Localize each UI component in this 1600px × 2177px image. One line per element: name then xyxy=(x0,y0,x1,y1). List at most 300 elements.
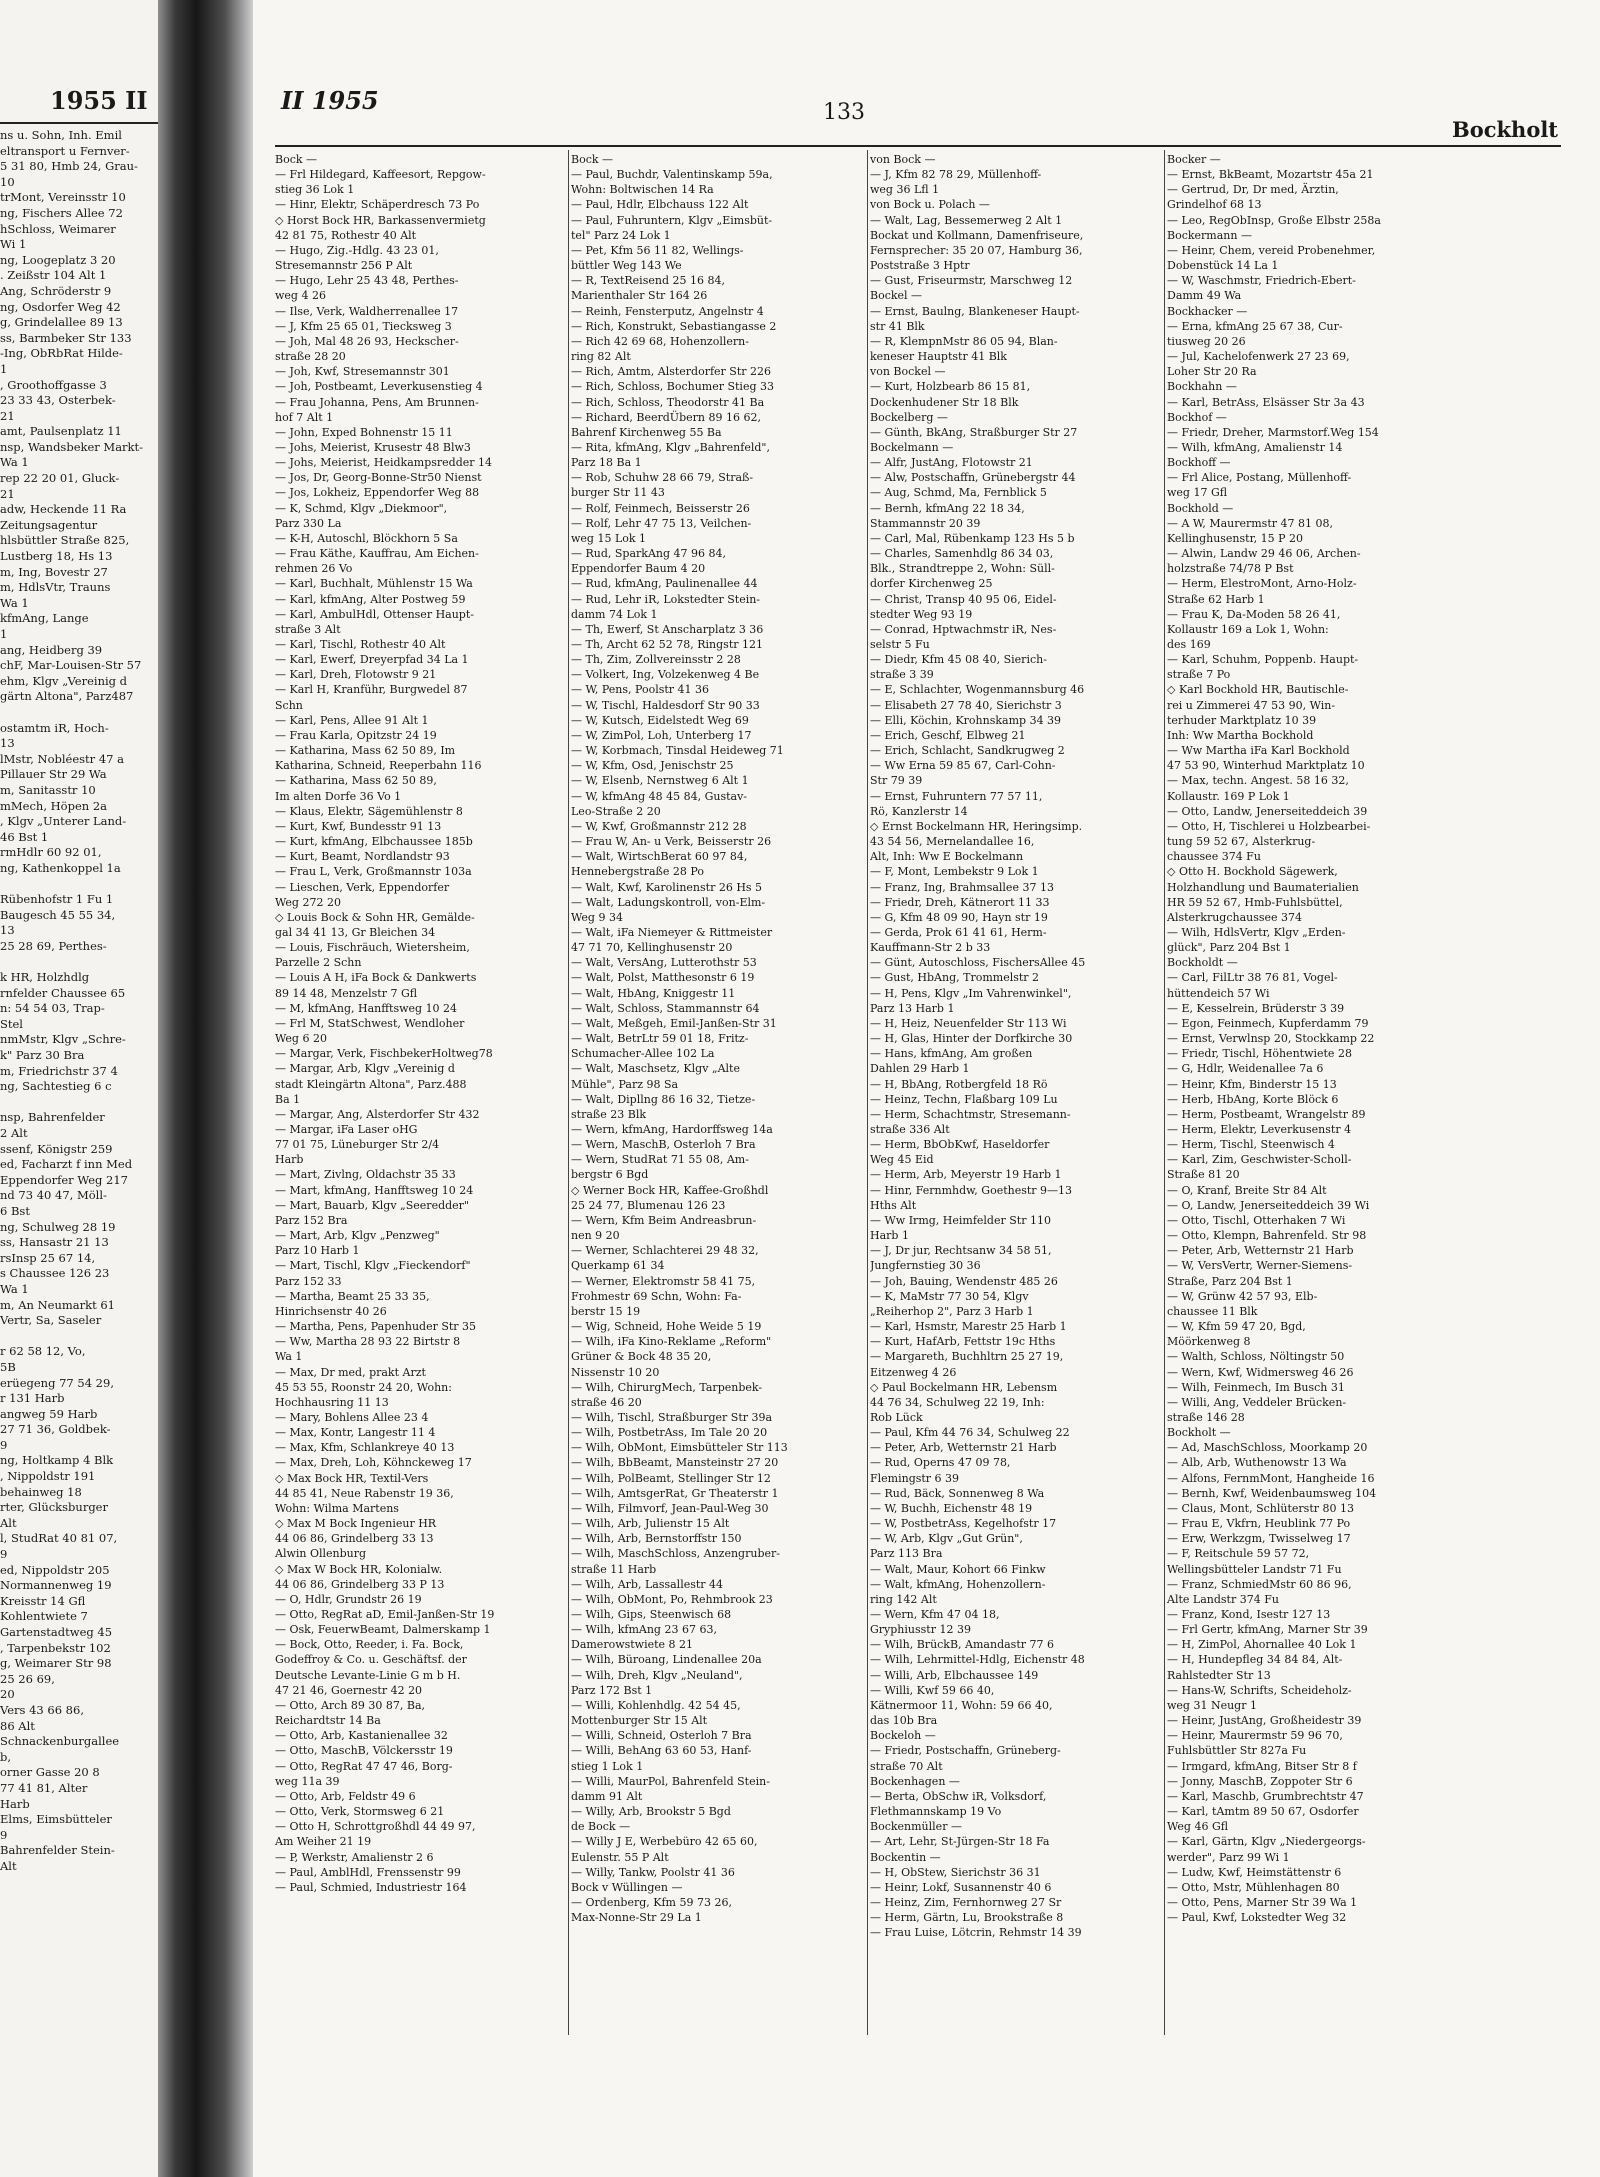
directory-entry-line: — Otto, Arb, Feldstr 49 6 xyxy=(275,1789,416,1803)
left-page-line: 13 xyxy=(0,736,15,751)
directory-entry-line: — Willi, Schneid, Osterloh 7 Bra xyxy=(571,1729,752,1743)
directory-entry-line: — Karl, Dreh, Flotowstr 9 21 xyxy=(275,668,437,682)
directory-entry-line: — John, Exped Bohnenstr 15 11 xyxy=(275,425,453,439)
column-divider xyxy=(867,150,868,2035)
directory-entry-line: — G, Kfm 48 09 90, Hayn str 19 xyxy=(870,910,1048,924)
left-page-line: rmHdlr 60 92 01, xyxy=(0,845,102,860)
directory-entry-line: Parz 152 33 xyxy=(275,1274,342,1288)
left-page-line: amt, Paulsenplatz 11 xyxy=(0,424,122,439)
directory-entry-line: — W, kfmAng 48 45 84, Gustav- xyxy=(571,789,748,803)
left-page-line: m, Ing, Bovestr 27 xyxy=(0,564,108,579)
left-page-line: 9 xyxy=(0,1437,8,1452)
left-page-line: n: 54 54 03, Trap- xyxy=(0,1001,105,1016)
directory-column-3 xyxy=(870,152,1160,1940)
directory-entry-line: — Frau K, Da-Moden 58 26 41, xyxy=(1167,607,1341,621)
left-page-line: Lustberg 18, Hs 13 xyxy=(0,549,113,564)
directory-entry-line: straße 3 Alt xyxy=(275,622,341,636)
directory-entry-line: 42 81 75, Rothestr 40 Alt xyxy=(275,228,417,242)
directory-entry-line: das 10b Bra xyxy=(870,1714,938,1728)
directory-entry-line: — Otto, Klempn, Bahrenfeld. Str 98 xyxy=(1167,1229,1367,1243)
directory-entry-line: — Margar, Ang, Alsterdorfer Str 432 xyxy=(275,1107,480,1121)
directory-entry-line: — Wilh, MaschSchloss, Anzengruber- xyxy=(571,1547,780,1561)
left-page-line: Wa 1 xyxy=(0,595,29,610)
directory-entry-line: — Bernh, Kwf, Weidenbaumsweg 104 xyxy=(1167,1486,1377,1500)
directory-entry-line: — W, Arb, Klgv „Gut Grün", xyxy=(870,1532,1023,1546)
directory-entry-line: Bockhoff — xyxy=(1167,456,1231,470)
left-page-line: rnfelder Chaussee 65 xyxy=(0,985,126,1000)
left-header-rule xyxy=(0,122,158,124)
directory-entry-line: — Willy, Arb, Brookstr 5 Bgd xyxy=(571,1805,731,1819)
directory-entry-line: — Conrad, Hptwachmstr iR, Nes- xyxy=(870,622,1057,636)
directory-entry-line: — Rud, Lehr iR, Lokstedter Stein- xyxy=(571,592,761,606)
left-page-line: l, StudRat 40 81 07, xyxy=(0,1531,118,1546)
directory-entry-line: — Wern, MaschB, Osterloh 7 Bra xyxy=(571,1138,756,1152)
left-page-line: orner Gasse 20 8 xyxy=(0,1765,100,1780)
left-page-line: ng, Loogeplatz 3 20 xyxy=(0,252,116,267)
directory-entry-line: von Bockel — xyxy=(870,365,946,379)
left-page-line: ng, Holtkamp 4 Blk xyxy=(0,1453,114,1468)
directory-entry-line: — W, Korbmach, Tinsdal Heideweg 71 xyxy=(571,744,784,758)
directory-entry-line: Katharina, Schneid, Reeperbahn 116 xyxy=(275,759,482,773)
directory-entry-line: — Willi, BehAng 63 60 53, Hanf- xyxy=(571,1744,752,1758)
directory-entry-line: Bockelmann — xyxy=(870,440,954,454)
directory-entry-line: — Walth, Schloss, Nöltingstr 50 xyxy=(1167,1350,1345,1364)
directory-entry-line: — Mart, Bauarb, Klgv „Seeredder" xyxy=(275,1198,469,1212)
directory-entry-line: — Wilh, BrückB, Amandastr 77 6 xyxy=(870,1638,1054,1652)
directory-entry-line: chaussee 11 Blk xyxy=(1167,1304,1258,1318)
directory-entry-line: — Otto H, Schrottgroßhdl 44 49 97, xyxy=(275,1820,476,1834)
left-page-header: 1955 II xyxy=(50,86,148,115)
directory-entry-line: — Wilh, ObMont, Eimsbütteler Str 113 xyxy=(571,1441,788,1455)
directory-entry-line: weg 17 Gfl xyxy=(1167,486,1228,500)
left-page-line: Baugesch 45 55 34, xyxy=(0,907,116,922)
directory-entry-line: — Willy J E, Werbebüro 42 65 60, xyxy=(571,1835,758,1849)
directory-entry-line: Harb xyxy=(275,1153,304,1167)
left-page-line: ng, Kathenkoppel 1a xyxy=(0,860,121,875)
left-page-line: ehm, Klgv „Vereinig d xyxy=(0,673,128,688)
directory-entry-line: Weg 6 20 xyxy=(275,1032,327,1046)
directory-entry-line: — Frau Käthe, Kauffrau, Am Eichen- xyxy=(275,547,479,561)
directory-column-2 xyxy=(571,152,863,1925)
directory-entry-line: selstr 5 Fu xyxy=(870,638,930,651)
directory-entry-line: Bockenhagen — xyxy=(870,1774,960,1788)
directory-entry-line: Kätnermoor 11, Wohn: 59 66 40, xyxy=(870,1698,1053,1712)
left-page-line xyxy=(0,705,156,721)
directory-entry-line: — Wilh, Gips, Steenwisch 68 xyxy=(571,1608,732,1621)
directory-entry-line: — F, Reitschule 59 57 72, xyxy=(1167,1547,1310,1561)
directory-entry-line: — Willi, MaurPol, Bahrenfeld Stein- xyxy=(571,1774,770,1788)
left-page-line: ng, Fischers Allee 72 xyxy=(0,205,123,220)
directory-entry-line: straße 28 20 xyxy=(275,350,346,364)
directory-entry-line: — Walt, Schloss, Stammannstr 64 xyxy=(571,1001,760,1015)
left-page-line: ss, Barmbeker Str 133 xyxy=(0,330,132,345)
left-page-column xyxy=(0,128,156,1875)
directory-entry-line: Weg 272 20 xyxy=(275,895,341,909)
left-page-line: , Klgv „Unterer Land- xyxy=(0,814,127,829)
left-page-line: Vertr, Sa, Saseler xyxy=(0,1313,102,1328)
directory-entry-line: Straße, Parz 204 Bst 1 xyxy=(1167,1274,1293,1288)
directory-entry-line: — Ernst, Baulng, Blankeneser Haupt- xyxy=(870,304,1080,318)
directory-entry-line: Reichardtstr 14 Ba xyxy=(275,1714,381,1728)
left-page-line: , Groothoffgasse 3 xyxy=(0,377,107,392)
directory-entry-line: — Karl, Pens, Allee 91 Alt 1 xyxy=(275,713,429,727)
directory-entry-line: — Max, techn. Angest. 58 16 32, xyxy=(1167,774,1349,788)
directory-entry-line: — Heinr, Chem, vereid Probenehmer, xyxy=(1167,243,1376,257)
directory-entry-line: — Willi, Kohlenhdlg. 42 54 45, xyxy=(571,1698,741,1712)
left-page-line: m, HdlsVtr, Trauns xyxy=(0,580,111,595)
directory-entry-line: Bockeloh — xyxy=(870,1729,936,1743)
directory-entry-line: Bockholt — xyxy=(1167,1426,1231,1440)
directory-entry-line: — Johs, Meierist, Krusestr 48 Blw3 xyxy=(275,440,471,454)
directory-entry-line: — H, BbAng, Rotbergfeld 18 Rö xyxy=(870,1077,1048,1091)
directory-entry-line: — Herm, Gärtn, Lu, Brookstraße 8 xyxy=(870,1911,1064,1925)
directory-entry-line: — H, Heiz, Neuenfelder Str 113 Wi xyxy=(870,1016,1067,1030)
directory-entry-line: — Elisabeth 27 78 40, Sierichstr 3 xyxy=(870,698,1062,712)
directory-entry-line: — Frau L, Verk, Großmannstr 103a xyxy=(275,865,472,879)
column-divider xyxy=(568,150,569,2035)
directory-entry-line: 47 21 46, Goernestr 42 20 xyxy=(275,1683,423,1697)
directory-entry-line: — Karl H, Kranführ, Burgwedel 87 xyxy=(275,683,468,697)
left-page-line: ng, Schulweg 28 19 xyxy=(0,1219,116,1234)
left-page-line: g, Weimarer Str 98 xyxy=(0,1656,112,1671)
directory-entry-line: Flethmannskamp 19 Vo xyxy=(870,1805,1002,1819)
directory-entry-line: — Ww Martha iFa Karl Bockhold xyxy=(1167,744,1350,758)
directory-entry-line: Parz 113 Bra xyxy=(870,1547,943,1561)
directory-entry-line: — Wern, Kfm Beim Andreasbrun- xyxy=(571,1213,757,1227)
directory-entry-line: Bockermann — xyxy=(1167,228,1252,242)
directory-entry-line: hüttendeich 57 Wi xyxy=(1167,986,1270,1000)
directory-entry-line: Parz 13 Harb 1 xyxy=(870,1001,955,1015)
directory-entry-line: — Franz, Kond, Isestr 127 13 xyxy=(1167,1608,1331,1621)
directory-entry-line: ◇ Louis Bock & Sohn HR, Gemälde- xyxy=(275,910,475,924)
directory-entry-line: — O, Hdlr, Grundstr 26 19 xyxy=(275,1592,422,1606)
directory-entry-line: — Max, Dr med, prakt Arzt xyxy=(275,1365,426,1379)
directory-entry-line: „Reiherhop 2", Parz 3 Harb 1 xyxy=(870,1304,1034,1318)
left-page-line: 46 Bst 1 xyxy=(0,829,49,844)
directory-entry-line: — Lieschen, Verk, Eppendorfer xyxy=(275,880,450,894)
directory-entry-line: ◇ Karl Bockhold HR, Bautischle- xyxy=(1167,683,1349,697)
left-page-line: nd 73 40 47, Möll- xyxy=(0,1188,107,1203)
left-page-line: 13 xyxy=(0,923,15,938)
directory-entry-line: — Volkert, Ing, Volzekenweg 4 Be xyxy=(571,668,760,682)
directory-entry-line: — Peter, Arb, Wetternstr 21 Harb xyxy=(1167,1244,1354,1258)
directory-entry-line: — Herm, Postbeamt, Wrangelstr 89 xyxy=(1167,1107,1366,1121)
directory-entry-line: — Karl, BetrAss, Elsässer Str 3a 43 xyxy=(1167,395,1365,409)
directory-entry-line: Dahlen 29 Harb 1 xyxy=(870,1062,970,1076)
directory-entry-line: — E, Schlachter, Wogenmannsburg 46 xyxy=(870,683,1085,697)
directory-entry-line: Fernsprecher: 35 20 07, Hamburg 36, xyxy=(870,243,1083,257)
left-page-line: Gartenstadtweg 45 xyxy=(0,1625,113,1639)
directory-entry-line: straße 70 Alt xyxy=(870,1759,943,1773)
left-page-line: 1 xyxy=(0,361,8,376)
directory-entry-line: — J, Kfm 25 65 01, Tiecksweg 3 xyxy=(275,319,452,333)
directory-entry-line: stadt Kleingärtn Altona", Parz.488 xyxy=(275,1077,467,1091)
directory-entry-line: 25 24 77, Blumenau 126 23 xyxy=(571,1198,726,1212)
directory-entry-line: rehmen 26 Vo xyxy=(275,562,353,576)
directory-entry-line: Max-Nonne-Str 29 La 1 xyxy=(571,1911,702,1925)
directory-entry-line: Bockenmüller — xyxy=(870,1820,962,1834)
directory-entry-line: — Otto, Mstr, Mühlenhagen 80 xyxy=(1167,1880,1340,1894)
directory-entry-line: — Mart, Tischl, Klgv „Fieckendorf" xyxy=(275,1259,471,1273)
directory-entry-line: — Martha, Pens, Papenhuder Str 35 xyxy=(275,1320,477,1334)
left-page-line: 27 71 36, Goldbek- xyxy=(0,1422,111,1437)
right-page-header-left: II 1955 xyxy=(281,86,379,115)
directory-entry-line: — Erna, kfmAng 25 67 38, Cur- xyxy=(1167,319,1343,333)
directory-entry-line: Hinrichsenstr 40 26 xyxy=(275,1304,387,1318)
directory-entry-line: — G, Hdlr, Weidenallee 7a 6 xyxy=(1167,1062,1324,1076)
directory-entry-line: — Wilh, ObMont, Po, Rehmbrook 23 xyxy=(571,1592,773,1606)
book-gutter xyxy=(158,0,253,2177)
left-page-line: r 131 Harb xyxy=(0,1391,65,1406)
directory-entry-line: Flemingstr 6 39 xyxy=(870,1471,960,1485)
directory-entry-line: holzstraße 74/78 P Bst xyxy=(1167,562,1294,576)
directory-entry-line: Im alten Dorfe 36 Vo 1 xyxy=(275,789,402,803)
directory-entry-line: Poststraße 3 Hptr xyxy=(870,259,970,273)
directory-entry-line: — Günth, BkAng, Straßburger Str 27 xyxy=(870,425,1078,439)
directory-entry-line: weg 31 Neugr 1 xyxy=(1167,1698,1257,1712)
directory-entry-line: chaussee 374 Fu xyxy=(1167,850,1261,864)
left-page-line: m, Sanitasstr 10 xyxy=(0,782,96,797)
directory-entry-line: — Wilh, PostbetrAss, Im Tale 20 20 xyxy=(571,1426,768,1440)
directory-entry-line: — Kurt, Beamt, Nordlandstr 93 xyxy=(275,850,450,864)
directory-entry-line: — Heinr, Lokf, Susannenstr 40 6 xyxy=(870,1880,1052,1894)
directory-entry-line: straße 7 Po xyxy=(1167,668,1231,682)
directory-entry-line: — Wilh, Filmvorf, Jean-Paul-Weg 30 xyxy=(571,1501,769,1515)
left-page-line: ed, Facharzt f inn Med xyxy=(0,1157,133,1172)
directory-entry-line: — M, kfmAng, Hanfftsweg 10 24 xyxy=(275,1001,458,1015)
directory-entry-line: — Art, Lehr, St-Jürgen-Str 18 Fa xyxy=(870,1835,1050,1849)
left-page-line: erüegeng 77 54 29, xyxy=(0,1375,114,1390)
directory-entry-line: — Walt, Meßgeh, Emil-Janßen-Str 31 xyxy=(571,1016,777,1030)
directory-entry-line: Bock v Wüllingen — xyxy=(571,1880,683,1894)
directory-entry-line: — Jos, Dr, Georg-Bonne-Str50 Nienst xyxy=(275,471,482,485)
left-page-line: k HR, Holzhdlg xyxy=(0,970,90,985)
directory-entry-line: Bockhold — xyxy=(1167,501,1234,515)
left-page-line: Harb xyxy=(0,1796,30,1811)
directory-entry-line: Straße 81 20 xyxy=(1167,1168,1240,1182)
directory-entry-line: — Egon, Feinmech, Kupferdamm 79 xyxy=(1167,1016,1369,1030)
directory-entry-line: — Friedr, Tischl, Höhentwiete 28 xyxy=(1167,1047,1352,1061)
left-page-line: Pillauer Str 29 Wa xyxy=(0,767,107,782)
directory-entry-line: ◇ Otto H. Bockhold Sägewerk, xyxy=(1167,865,1338,879)
directory-entry-line: — Otto, Landw, Jenerseiteddeich 39 xyxy=(1167,804,1368,818)
directory-entry-line: — Hinr, Elektr, Schäperdresch 73 Po xyxy=(275,198,480,212)
directory-entry-line: — Werner, Elektromstr 58 41 75, xyxy=(571,1274,756,1288)
directory-entry-line: — Frau W, An- u Verk, Beisserstr 26 xyxy=(571,835,772,849)
directory-entry-line: — Otto, Verk, Stormsweg 6 21 xyxy=(275,1805,445,1819)
left-page-line: Ang, Schröderstr 9 xyxy=(0,283,112,298)
directory-entry-line: — Hans, kfmAng, Am großen xyxy=(870,1047,1033,1061)
directory-entry-line: 44 76 34, Schulweg 22 19, Inh: xyxy=(870,1395,1045,1409)
directory-entry-line: glück", Parz 204 Bst 1 xyxy=(1167,941,1291,955)
directory-entry-line: — Paul, Fuhruntern, Klgv „Eimsbüt- xyxy=(571,213,773,227)
directory-entry-line: stedter Weg 93 19 xyxy=(870,607,973,621)
directory-entry-line: — Klaus, Elektr, Sägemühlenstr 8 xyxy=(275,804,463,818)
left-page-line: ng, Sachtestieg 6 c xyxy=(0,1079,112,1094)
directory-entry-line: — Herm, Schachtmstr, Stresemann- xyxy=(870,1107,1071,1121)
header-rule xyxy=(275,145,1561,147)
directory-entry-line: — Rolf, Lehr 47 75 13, Veilchen- xyxy=(571,516,752,530)
directory-entry-line: — Wilh, PolBeamt, Stellinger Str 12 xyxy=(571,1471,771,1485)
directory-entry-line: — Wilh, BbBeamt, Mansteinstr 27 20 xyxy=(571,1456,779,1470)
left-page-line: 25 28 69, Perthes- xyxy=(0,938,107,953)
directory-entry-line: Schumacher-Allee 102 La xyxy=(571,1047,715,1061)
directory-entry-line: — Hugo, Lehr 25 43 48, Perthes- xyxy=(275,274,459,288)
left-page-line: k" Parz 30 Bra xyxy=(0,1048,85,1063)
directory-entry-line: Mottenburger Str 15 Alt xyxy=(571,1714,708,1728)
left-page-line: 20 xyxy=(0,1687,15,1702)
directory-entry-line: — Karl, Hsmstr, Marestr 25 Harb 1 xyxy=(870,1320,1067,1334)
directory-entry-line: — Friedr, Dreher, Marmstorf.Weg 154 xyxy=(1167,425,1379,439)
left-page-line: nsp, Wandsbeker Markt- xyxy=(0,439,144,454)
left-page-line: 5 31 80, Hmb 24, Grau- xyxy=(0,159,138,174)
left-page-line xyxy=(0,1095,156,1111)
directory-entry-line: — Rob, Schuhw 28 66 79, Straß- xyxy=(571,471,754,485)
directory-entry-line: — Alb, Arb, Wuthenowstr 13 Wa xyxy=(1167,1456,1347,1470)
directory-entry-line: straße 23 Blk xyxy=(571,1107,646,1121)
directory-entry-line: Marienthaler Str 164 26 xyxy=(571,289,708,303)
left-page-line: Wi 1 xyxy=(0,237,27,252)
directory-entry-line: Wohn: Wilma Martens xyxy=(275,1501,399,1515)
directory-entry-line: — Katharina, Mass 62 50 89, xyxy=(275,774,437,788)
directory-entry-line: 47 71 70, Kellinghusenstr 20 xyxy=(571,941,733,955)
directory-entry-line: von Bock — xyxy=(870,153,936,166)
directory-entry-line: — Wilh, Tischl, Straßburger Str 39a xyxy=(571,1410,773,1424)
directory-entry-line: Möörkenweg 8 xyxy=(1167,1335,1251,1349)
directory-entry-line: — Wilh, ChirurgMech, Tarpenbek- xyxy=(571,1380,763,1394)
directory-entry-line: Rahlstedter Str 13 xyxy=(1167,1668,1271,1682)
directory-entry-line: ◇ Paul Bockelmann HR, Lebensm xyxy=(870,1380,1058,1394)
directory-entry-line: — Mary, Bohlens Allee 23 4 xyxy=(275,1410,429,1424)
directory-entry-line: Alsterkrugchaussee 374 xyxy=(1167,910,1303,924)
directory-entry-line: — Franz, SchmiedMstr 60 86 96, xyxy=(1167,1577,1352,1591)
directory-entry-line: — Jonny, MaschB, Zoppoter Str 6 xyxy=(1167,1774,1353,1788)
directory-entry-line: — Walt, Ladungskontroll, von-Elm- xyxy=(571,895,766,909)
directory-entry-line: hof 7 Alt 1 xyxy=(275,410,334,424)
directory-entry-line: — Walt, HbAng, Kniggestr 11 xyxy=(571,986,736,1000)
directory-entry-line: — Franz, Ing, Brahmsallee 37 13 xyxy=(870,880,1054,894)
directory-entry-line: Fuhlsbüttler Str 827a Fu xyxy=(1167,1744,1307,1758)
directory-entry-line: weg 36 Lfl 1 xyxy=(870,183,940,197)
directory-entry-line: gal 34 41 13, Gr Bleichen 34 xyxy=(275,925,436,939)
left-page-line: Kohlentwiete 7 xyxy=(0,1609,88,1624)
directory-entry-line: — Ordenberg, Kfm 59 73 26, xyxy=(571,1895,732,1909)
directory-entry-line: — Johs, Meierist, Heidkampsredder 14 xyxy=(275,456,493,470)
directory-entry-line: — Kurt, kfmAng, Elbchaussee 185b xyxy=(275,835,473,849)
directory-entry-line: — Günt, Autoschloss, FischersAllee 45 xyxy=(870,956,1086,970)
directory-entry-line: — Heinr, JustAng, Großheidestr 39 xyxy=(1167,1714,1362,1728)
directory-entry-line: Parz 330 La xyxy=(275,516,342,530)
directory-entry-line: — Erich, Geschf, Elbweg 21 xyxy=(870,728,1026,742)
directory-entry-line: — Diedr, Kfm 45 08 40, Sierich- xyxy=(870,653,1047,667)
directory-entry-line: — Karl, kfmAng, Alter Postweg 59 xyxy=(275,592,466,606)
left-page-line: chF, Mar-Louisen-Str 57 xyxy=(0,658,142,673)
left-page-line: ns u. Sohn, Inh. Emil xyxy=(0,128,122,142)
directory-entry-line: Damm 49 Wa xyxy=(1167,289,1242,303)
directory-entry-line: — Jos, Lokheiz, Eppendorfer Weg 88 xyxy=(275,486,480,500)
directory-entry-line: Bockhof — xyxy=(1167,410,1227,424)
directory-entry-line: straße 146 28 xyxy=(1167,1410,1245,1424)
left-page-line: ssenf, Königstr 259 xyxy=(0,1141,113,1156)
directory-entry-line: — Rich, Konstrukt, Sebastiangasse 2 xyxy=(571,319,777,333)
directory-entry-line: — O, Kranf, Breite Str 84 Alt xyxy=(1167,1183,1327,1197)
directory-entry-line: — Frl Gertr, kfmAng, Marner Str 39 xyxy=(1167,1623,1368,1637)
directory-entry-line: — Mart, Arb, Klgv „Penzweg" xyxy=(275,1229,440,1243)
directory-entry-line: — Herm, Tischl, Steenwisch 4 xyxy=(1167,1138,1335,1152)
directory-entry-line: — Wilh, Büroang, Lindenallee 20a xyxy=(571,1653,762,1667)
directory-entry-line: Rö, Kanzlerstr 14 xyxy=(870,804,968,818)
left-page-line: hSchloss, Weimarer xyxy=(0,221,116,236)
directory-column-1 xyxy=(275,152,565,1895)
left-page-line: trMont, Vereinsstr 10 xyxy=(0,190,126,205)
directory-entry-line: — Walt, VersAng, Lutterothstr 53 xyxy=(571,956,757,970)
directory-entry-line: — Paul, Schmied, Industriestr 164 xyxy=(275,1880,467,1894)
directory-entry-line: ring 142 Alt xyxy=(870,1592,937,1606)
directory-entry-line: Hennebergstraße 28 Po xyxy=(571,865,704,879)
directory-entry-line: — Otto, H, Tischlerei u Holzbearbei- xyxy=(1167,819,1371,833)
directory-entry-line: berstr 15 19 xyxy=(571,1304,641,1318)
directory-entry-line: — Karl, AmbulHdl, Ottenser Haupt- xyxy=(275,607,474,621)
directory-entry-line: — K, Schmd, Klgv „Diekmoor", xyxy=(275,501,448,515)
directory-entry-line: — Osk, FeuerwBeamt, Dalmerskamp 1 xyxy=(275,1623,491,1637)
left-page-line xyxy=(0,1329,156,1345)
directory-entry-line: Holzhandlung und Baumaterialien xyxy=(1167,880,1359,894)
directory-entry-line: 43 54 56, Mernelandallee 16, xyxy=(870,835,1035,849)
left-page-line: kfmAng, Lange xyxy=(0,611,89,626)
directory-entry-line: — Karl, Zim, Geschwister-Scholl- xyxy=(1167,1153,1352,1167)
directory-entry-line: des 169 xyxy=(1167,638,1211,651)
directory-entry-line: — Werner, Schlachterei 29 48 32, xyxy=(571,1244,759,1258)
directory-entry-line: — Mart, kfmAng, Hanfftsweg 10 24 xyxy=(275,1183,474,1197)
directory-entry-line: — Karl, Maschb, Grumbrechtstr 47 xyxy=(1167,1789,1364,1803)
left-page-line xyxy=(0,954,156,970)
left-page-line: nsp, Bahrenfelder xyxy=(0,1110,105,1125)
directory-entry-line: — Alfons, FernmMont, Hangheide 16 xyxy=(1167,1471,1375,1485)
directory-entry-line: — Karl, Schuhm, Poppenb. Haupt- xyxy=(1167,653,1359,667)
directory-entry-line: Bockentin — xyxy=(870,1850,941,1864)
directory-entry-line: weg 4 26 xyxy=(275,289,326,303)
directory-column-4 xyxy=(1167,152,1467,1925)
left-page-line: Alt xyxy=(0,1515,17,1530)
left-page-line: eltransport u Fernver- xyxy=(0,143,130,158)
directory-entry-line: — Willi, Arb, Elbchaussee 149 xyxy=(870,1668,1039,1682)
directory-entry-line: ◇ Werner Bock HR, Kaffee-Großhdl xyxy=(571,1183,769,1197)
directory-entry-line: — Karl, Ewerf, Dreyerpfad 34 La 1 xyxy=(275,653,469,667)
directory-entry-line: — Alw, Postschaffn, Grünebergstr 44 xyxy=(870,471,1076,485)
directory-entry-line: — W, Pens, Poolstr 41 36 xyxy=(571,683,710,697)
directory-entry-line: — Frau Luise, Lötcrin, Rehmstr 14 39 xyxy=(870,1926,1082,1940)
left-page-line: , Nippoldstr 191 xyxy=(0,1469,96,1484)
left-page-line: adw, Heckende 11 Ra xyxy=(0,502,127,517)
directory-entry-line: — Pet, Kfm 56 11 82, Wellings- xyxy=(571,243,744,257)
directory-entry-line: 44 06 86, Grindelberg 33 P 13 xyxy=(275,1577,445,1591)
directory-entry-line: — Herb, HbAng, Korte Blöck 6 xyxy=(1167,1092,1339,1106)
directory-entry-line: — Rich 42 69 68, Hohenzollern- xyxy=(571,334,749,348)
directory-entry-line: Bock — xyxy=(275,153,318,166)
directory-entry-line: — W, Grünw 42 57 93, Elb- xyxy=(1167,1289,1318,1303)
directory-entry-line: — Willi, Ang, Veddeler Brücken- xyxy=(1167,1395,1347,1409)
directory-entry-line: — Wilh, iFa Kino-Reklame „Reform" xyxy=(571,1335,772,1349)
directory-entry-line: — Wilh, kfmAng, Amalienstr 14 xyxy=(1167,440,1343,454)
directory-entry-line: burger Str 11 43 xyxy=(571,486,665,500)
directory-entry-line: — Frl Hildegard, Kaffeesort, Repgow- xyxy=(275,168,486,182)
directory-entry-line: Stresemannstr 256 P Alt xyxy=(275,259,413,273)
directory-entry-line: — Th, Archt 62 52 78, Ringstr 121 xyxy=(571,638,763,651)
left-page-line: hlsbüttler Straße 825, xyxy=(0,533,130,548)
directory-entry-line: — R, TextReisend 25 16 84, xyxy=(571,274,725,288)
directory-entry-line: 47 53 90, Winterhud Marktplatz 10 xyxy=(1167,759,1365,773)
directory-entry-line: — Hans-W, Schrifts, Scheideholz- xyxy=(1167,1683,1352,1697)
